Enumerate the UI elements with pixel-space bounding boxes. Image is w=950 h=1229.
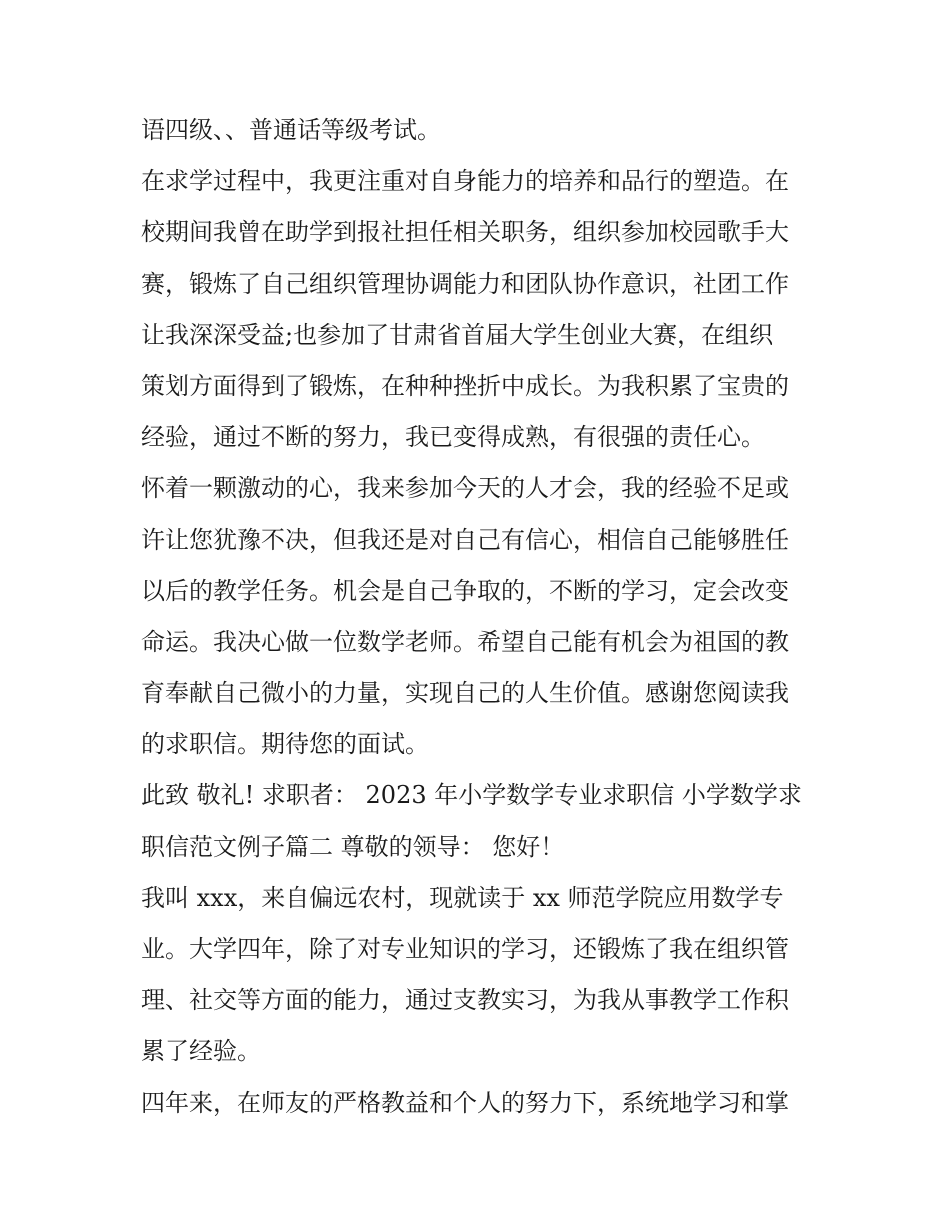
text-line: 策划方面得到了锻炼，在种种挫折中成长。为我积累了宝贵的: [141, 371, 789, 400]
text-line: 的求职信。期待您的面试。: [141, 730, 429, 759]
text-line: 让我深深受益;也参加了甘肃省首届大学生创业大赛，在组织: [141, 320, 774, 349]
text-line: 以后的教学任务。机会是自己争取的，不断的学习，定会改变: [141, 576, 789, 605]
text-line: 经验，通过不断的努力，我已变得成熟，有很强的责任心。: [141, 423, 765, 452]
text-line: 职信范文例子篇二 尊敬的领导： 您好！: [141, 832, 565, 861]
text-line: 赛，锻炼了自己组织管理协调能力和团队协作意识，社团工作: [141, 269, 789, 298]
text-line: 校期间我曾在助学到报社担任相关职务，组织参加校园歌手大: [141, 218, 789, 247]
text-line: 此致 敬礼! 求职者： 2023 年小学数学专业求职信 小学数学求: [141, 781, 802, 810]
document-body: [141, 105, 821, 1129]
text-line: 怀着一颗激动的心，我来参加今天的人才会，我的经验不足或: [141, 474, 789, 503]
text-line: 四年来，在师友的严格教益和个人的努力下，系统地学习和掌: [141, 1088, 789, 1117]
text-line: 语四级、、普通话等级考试。: [141, 116, 441, 144]
text-line: 累了经验。: [141, 1037, 261, 1066]
text-line: 命运。我决心做一位数学老师。希望自己能有机会为祖国的教: [141, 627, 789, 656]
text-line: 我叫 xxx，来自偏远农村，现就读于 xx 师范学院应用数学专: [141, 883, 784, 912]
text-line: 理、社交等方面的能力，通过支教实习，为我从事教学工作积: [141, 986, 789, 1015]
text-line: 业。大学四年，除了对专业知识的学习，还锻炼了我在组织管: [141, 935, 789, 963]
text-line: 育奉献自己微小的力量，实现自己的人生价值。感谢您阅读我: [141, 679, 789, 708]
text-line: 许让您犹豫不决，但我还是对自己有信心，相信自己能够胜任: [141, 525, 789, 554]
text-line: 在求学过程中，我更注重对自身能力的培养和品行的塑造。在: [141, 167, 789, 196]
